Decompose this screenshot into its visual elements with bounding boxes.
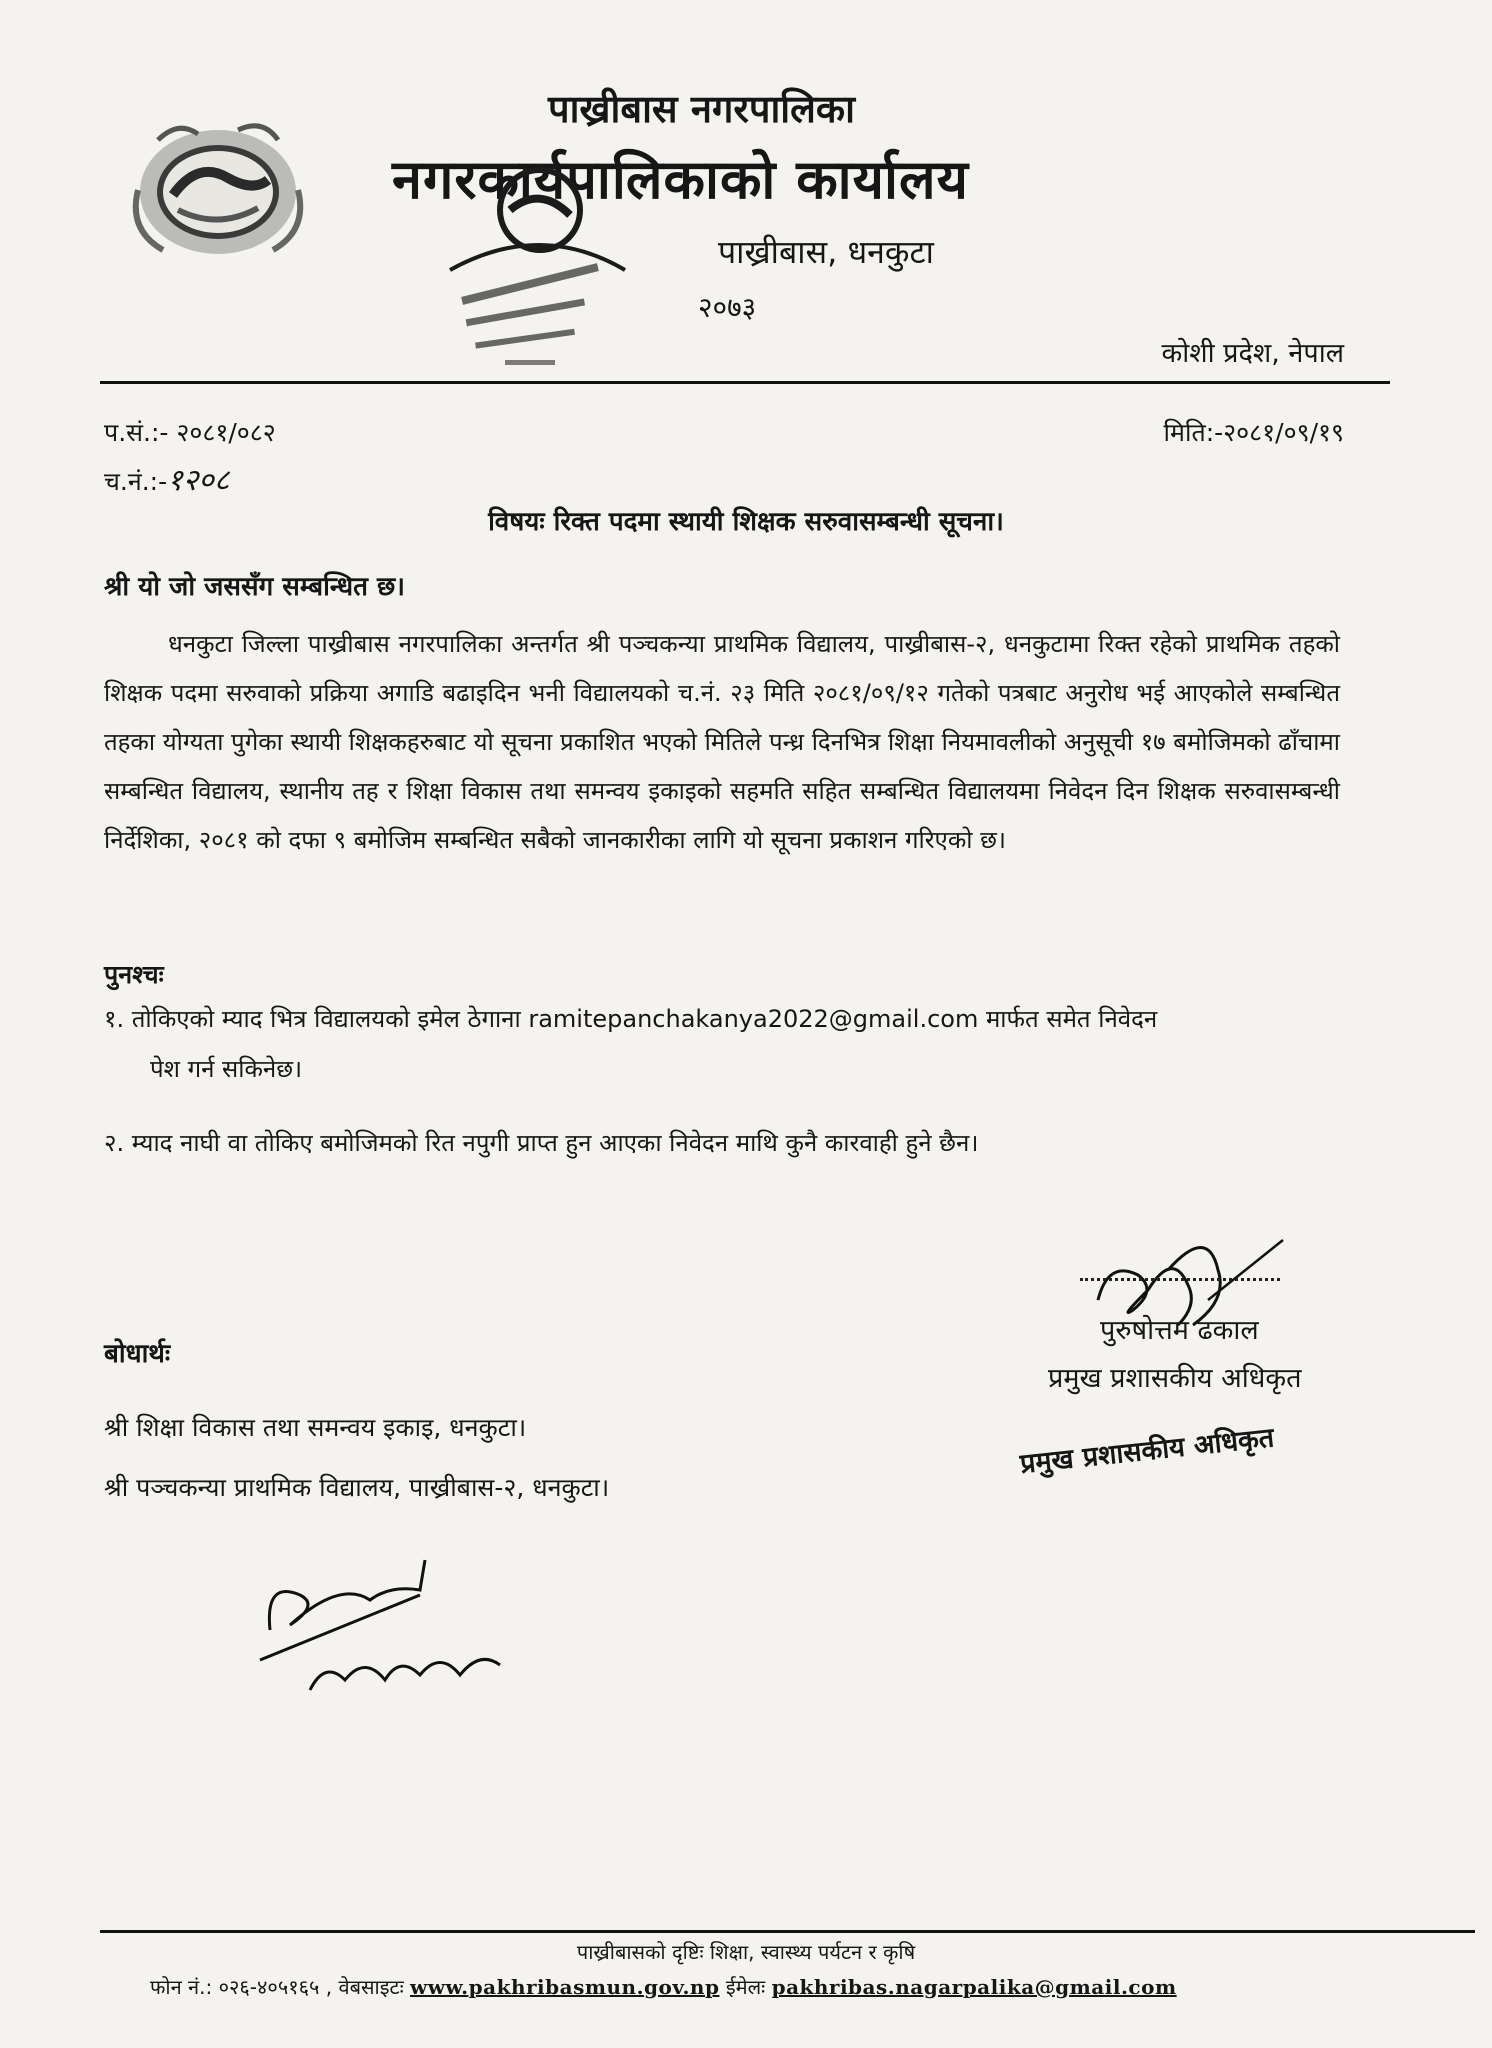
office-address: पाख्रीबास, धनकुटा [718,233,934,271]
cc-item: श्री पञ्चकन्या प्राथमिक विद्यालय, पाख्रीबास-२, धनकुटा। [104,1473,610,1502]
postscript-note-1 [104,994,1340,1094]
cc-item: श्री शिक्षा विकास तथा समन्वय इकाइ, धनकुटा। [104,1413,527,1442]
email-link[interactable]: pakhribas.nagarpalika@gmail.com [771,1975,1177,1999]
signatory-name: पुरुषोत्तम ढकाल [1100,1315,1259,1346]
header-divider [100,381,1390,384]
letter-subject: विषयः रिक्त पदमा स्थायी शिक्षक सरुवासम्बन्धी सूचना। [488,507,1004,537]
footer-contact [150,1973,1177,2000]
municipality-name: पाख्रीबास नगरपालिका [548,87,855,131]
postscript-note-2: २. म्याद नाघी वा तोकिए बमोजिमको रित नपुगी प्राप्त हुन आएका निवेदन माथि कुनै कारवाही हुने छैन। [104,1129,979,1157]
established-year: २०७३ [698,291,757,324]
body-paragraph: धनकुटा जिल्ला पाख्रीबास नगरपालिका अन्तर्गत श्री पञ्चकन्या प्राथमिक विद्यालय, पाख्रीबास-२, धनकुटामा रिक्त रहेको प्राथमिक तहको शिक्षक पदमा सरुवाको प्रक्रिया अगाडि बढाइदिन भनी विद्यालयको च.नं. २३ मिति २०८१/०९/१२ गतेको पत्रबाट अनुरोध भई आएकोले सम्बन्धित तहका योग्यता पुगेका स्थायी शिक्षकहरुबाट यो सूचना प्रकाशित भएको मितिले पन्ध्र दिनभित्र शिक्षा नियमावलीको अनुसूची १७ बमोजिमको ढाँचामा सम्बन्धित विद्यालय, स्थानीय तह र शिक्षा विकास तथा समन्वय इकाइको सहमति सहित सम्बन्धित विद्यालयमा निवेदन दिन शिक्षक सरुवासम्बन्धी निर्देशिका, २०८१ को दफा ९ बमोजिम सम्बन्धित सबैको जानकारीका लागि यो सूचना प्रकाशन गरिएको छ। [104,630,1340,854]
designation-stamp: प्रमुख प्रशासकीय अधिकृत [1018,1422,1276,1480]
signatory-title: प्रमुख प्रशासकीय अधिकृत [1048,1363,1302,1394]
note-1-line-1: १. तोकिएको म्याद भित्र विद्यालयको इमेल ठेगाना ramitepanchakanya2022@gmail.com मार्फत समेत निवेदन [104,1005,1158,1033]
dispatch-number [104,458,230,499]
note-1-line-2: पेश गर्न सकिनेछ। [150,1055,303,1083]
receipt-handwriting-icon [250,1540,550,1710]
office-name: नगरकार्यपालिकाको कार्यालय [392,148,969,211]
footer-vision: पाख्रीबासको दृष्टिः शिक्षा, स्वास्थ्य पर्यटन र कृषि [576,1940,916,1964]
dispatch-label: च.नं.:- [104,467,168,496]
website-link[interactable]: www.pakhribasmun.gov.np [410,1975,720,1999]
email-label: ईमेलः [725,1975,766,1999]
letter-date: मिति:-२०८१/०९/१९ [1163,418,1344,447]
reference-number: प.सं.:- २०८१/०८२ [104,418,276,447]
postscript-label: पुनश्चः [104,960,164,989]
nepal-emblem-icon [118,100,318,270]
office-stamp-icon [430,160,640,380]
footer-phone: फोन नं.: ०२६-४०५१६५ , वेबसाइटः [150,1975,404,1999]
signature-line [1080,1278,1280,1281]
salutation: श्री यो जो जससँग सम्बन्धित छ। [104,572,406,602]
footer-divider [100,1930,1475,1933]
dispatch-handwritten-number: १२०८ [167,463,230,498]
province-country: कोशी प्रदेश, नेपाल [1161,338,1344,369]
cc-label: बोधार्थः [104,1339,171,1369]
